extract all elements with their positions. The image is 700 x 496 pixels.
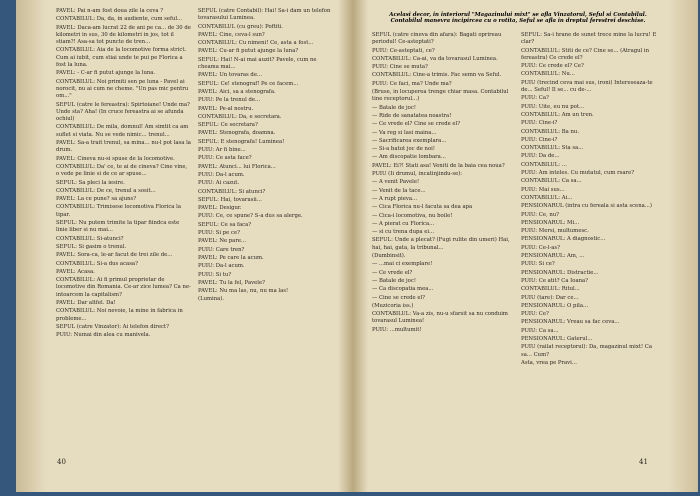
dialogue-line: SEFUL: Ce secretara? <box>198 122 258 129</box>
dialogue-line: PAVEL: Aici, sa a stenografa. <box>198 88 276 95</box>
left-page-column-1 <box>56 8 192 460</box>
dialogue-line: PUIU: ...multumit! <box>372 326 422 333</box>
dialogue-line: — A rupt pieva... <box>372 195 418 202</box>
dialogue-line: PENSIONARUL: Am, ... <box>521 253 585 260</box>
dialogue-line: PUIU: Si pe ce? <box>198 230 240 237</box>
dialogue-line: CONTABILUL: Stiti de ce? Cine se... (Atragul in fereastra) Ce crede el? <box>521 47 650 61</box>
dialogue-line: CONTABILUL: Aia de la locomotive forma strict. Cum ai iubit, cum stiai unde te pui pe Florica a fost la luna. <box>56 47 187 69</box>
dialogue-line: — Ce vrede el? <box>372 269 413 276</box>
dialogue-line: CONTABILUL: Sta sa... <box>521 145 584 152</box>
dialogue-line: PAVEL: Sora-ca, le-ar facut de trei zile de... <box>56 252 173 259</box>
dialogue-line: PENSIONARUL: O pila... <box>521 302 589 309</box>
page-number-right: 41 <box>639 458 648 466</box>
dialogue-line: — Ce vrede el? Cine se crede el? <box>372 121 461 128</box>
dialogue-line: — Batale de joc! <box>372 104 416 111</box>
dialogue-line: CONTABILUL: De ce, trenul a sosit... <box>56 187 156 194</box>
dialogue-line: PUIU: Ce crede el? Ce? <box>521 63 584 70</box>
dialogue-line: SEFUL (catre le fereastra): Spirtoiane! Unde ma? Unde sta? Aha! (In cruce fereastra ai se afunda ochiul) <box>56 101 190 123</box>
dialogue-line: PAVEL: Pai n-am fost doua zile la ceva ? <box>56 8 164 14</box>
book-gutter <box>338 0 368 492</box>
dialogue-line: CONTABILUL: Si-a dus acasa? <box>56 260 138 267</box>
dialogue-line: PAVEL: Nu ma las, nu, nu ma las! <box>198 288 289 295</box>
dialogue-line: PUIU: Mersi, multumesc. <box>521 228 589 235</box>
dialogue-line: PUIU: Ca sa... <box>521 327 559 334</box>
dialogue-line: SEFUL (catre cineva din afara): Bagati oprireau periodul! Ce-asteptati? <box>372 32 502 46</box>
dialogue-line: SEFUL: Unde a plecat? (Fugi rulite din umeri) Hai, hai, hai, gata, la tribunal... <box>372 237 510 251</box>
dialogue-line: PUIU: Da-l acum. <box>198 171 245 178</box>
dialogue-line: PAVEL: Stenografa, doamna. <box>198 130 276 137</box>
dialogue-line: PUIU: Uite, eu nu pot... <box>521 103 585 110</box>
dialogue-line: PUIU: Ce faci, ma? Unde ma? <box>372 80 452 87</box>
dialogue-line: PUIU: Numai din alea cu manivela. <box>56 332 151 339</box>
dialogue-line: CONTABILUL: Am un tren. <box>521 111 594 118</box>
dialogue-line: (Bruse, in locuperea trenge chiar masa. Contabilul tine receptorul...) <box>372 89 509 103</box>
dialogue-line: — Si-a batut joc de noi! <box>372 146 435 153</box>
dialogue-line: PAVEL: Ei?! Stati asa! Veniti de la baia cea noua? <box>372 162 505 169</box>
dialogue-line: SEFUL (catre Vinzator): Ai telefon direct? <box>56 323 169 330</box>
dialogue-line: PAVEL: Pe care la acum. <box>198 254 264 261</box>
dialogue-line: PUIU: Mai sus... <box>521 186 565 193</box>
dialogue-line: — Ride de sanatatea noastra! <box>372 112 452 119</box>
dialogue-line: PUIU: Care tren? <box>198 246 245 253</box>
dialogue-line: Asta, vrea pe Pravi... <box>521 359 577 366</box>
dialogue-line: PAVEL: La ce pune? sa ajuns? <box>56 196 137 203</box>
dialogue-line: — Venit de la tace... <box>372 187 426 194</box>
dialogue-line: PAVEL: Atunci... lui Florica... <box>198 163 276 170</box>
dialogue-line: PUIU: Ce asta face? <box>198 155 252 162</box>
left-page <box>56 8 334 460</box>
dialogue-line: CONTABILUL: Va-a zis, nu-u sfarsit sa nu conduim tovarasul Luminea! <box>372 311 508 325</box>
dialogue-line: PUIU: Da de... <box>521 153 560 160</box>
dialogue-line: SEFUL: Sa pleci la iesire. <box>56 179 125 186</box>
dialogue-line: CONTABILUL: Da' ce, te ai de cineva? Cine vine, o vede pe linie si de ce ar spuse... <box>56 163 188 178</box>
dialogue-line: CONTABILUL: Da, da, in audiente, cum seful... <box>56 16 183 23</box>
dialogue-line: CONTABILUL: Noi primiti sen pe luna - Pavel ai norocit, nu ai cum ne cheme. "Un pas mic pentru om..." <box>56 78 189 100</box>
dialogue-line: PUIU: Ce-asteptati, ce? <box>372 47 435 54</box>
dialogue-line: SEFUL: Hai, tovarasii... <box>198 196 262 203</box>
dialogue-line: — ...mai ci exemplare! <box>372 261 433 268</box>
dialogue-line: PUIU: Si tu? <box>198 271 232 278</box>
dialogue-line: PENSIONARUL: Vreau sa fac ceva... <box>521 319 620 326</box>
dialogue-line: PAVEL: Cu-ar fi putut ajunge la luna? <box>198 48 299 55</box>
dialogue-line: — si cu trena dupa ei... <box>372 229 435 236</box>
dialogue-line: SEFUL: Nu putem trimite la tipar fiindca este linie liber si nu mai... <box>56 220 180 234</box>
dialogue-line: PAVEL: Dar altfel. Da! <box>56 299 116 306</box>
dialogue-line: PUIU: Ce, nu? <box>521 211 559 218</box>
dialogue-line: CONTABILUL: Noi nevoie, la mine in fabrica in probleme... <box>56 308 183 322</box>
dialogue-line: CONTABILUL (cu greu): Poftiti. <box>198 23 283 30</box>
dialogue-line: PAVEL: Cineva nu-si spuse de la locomotive. <box>56 155 175 162</box>
dialogue-line: CONTABILUL: Trimisese locomotiva Florica la tipar. <box>56 204 181 218</box>
dialogue-line: PAVEL: Desigur. <box>198 205 242 212</box>
dialogue-line: PUIU (Ii drumul, incatinjindu-se): <box>372 171 463 178</box>
dialogue-line: SEFUL: E stenografa! Luminea! <box>198 138 285 145</box>
dialogue-line: — Cica-i locomotiva, nu boile! <box>372 212 453 219</box>
dialogue-line: PUIU (railat receptorul): Da, magazinul mixt! Ca sa... Cum? <box>521 344 652 358</box>
dialogue-line: PUIU: Am inteles. Cu mutatul, cum rsare? <box>521 170 635 177</box>
dialogue-line: CONTABILUL: Ca-ai, va da tovarasul Luminea. <box>372 55 498 62</box>
dialogue-line: (Lumina). <box>198 296 225 303</box>
dialogue-line: CONTABILUL: Da, e secretara. <box>198 113 282 120</box>
dialogue-line: PUIU: Ce-l-as? <box>521 244 560 251</box>
dialogue-line: SEFUL (catre Contabil): Hai! Sa-i dam un telefon tovarasului Luminea. <box>198 8 331 22</box>
dialogue-line: — A venit Pavele! <box>372 179 420 186</box>
dialogue-line: PUIU: Cine-i? <box>521 120 558 127</box>
dialogue-line: — A pierat cu Florica... <box>372 220 435 227</box>
dialogue-line: CONTABILUL: Ritul... <box>521 286 580 293</box>
dialogue-line: — Ca discopatia mea... <box>372 286 434 293</box>
dialogue-line: PAVEL: Sa-a trait trenul, sa mina... nu-l pot lasa la drum. <box>56 140 191 154</box>
dialogue-line: CONTABILUL: ... <box>521 161 567 168</box>
dialogue-line: PUIU (tare): Dar ce... <box>521 294 579 301</box>
dialogue-line: CONTABILUL: Cu nimeni! Ce, asta a fost... <box>198 40 314 47</box>
dialogue-line: SEFUL: Hai! N-ai mai auzit? Pavele, cum ne cheama mai... <box>198 56 317 71</box>
dialogue-line: CONTABILUL: Cine-a trimis. Fac semn va Seful. <box>372 72 502 79</box>
dialogue-line: PENSIONARUL (intra cu fereala si asta scena...) <box>521 203 652 210</box>
dialogue-line: — Cica Florica nu-l facuta sa dea apa <box>372 204 473 211</box>
dialogue-line: PAVEL: Un tovaras de... <box>198 72 263 79</box>
dialogue-line: PUIU: Da-l acum. <box>198 263 245 270</box>
dialogue-line: PUIU: Pe la trenul de... <box>198 97 261 104</box>
dialogue-line: — Batale de joc! <box>372 277 416 284</box>
dialogue-line: — Am discopatie lombara... <box>372 154 446 161</box>
dialogue-line: PAVEL: Tu la fel, Pavele? <box>198 279 265 286</box>
dialogue-line: CONTABILUL: Si atunci? <box>198 188 266 195</box>
dialogue-line: CONTABILUL: De mila, domnul! Am simtit ca am suflet si viata. Nu se vede nimic... trenul... <box>56 124 189 138</box>
dialogue-line: PAVEL: Pe-al nostru. <box>198 105 254 112</box>
left-page-column-2 <box>198 8 334 460</box>
right-page <box>372 8 664 460</box>
right-page-edge <box>668 0 698 492</box>
right-page-column-2 <box>521 32 664 432</box>
dialogue-line: CONTABILUL: Si-atunci? <box>56 235 124 242</box>
dialogue-line: — Cine se crede el? <box>372 294 426 301</box>
dialogue-line: PUIU: Cine-i? <box>521 136 558 143</box>
dialogue-line: CONTABILUL: Ba nu. <box>521 128 580 135</box>
dialogue-line: PUIU: Ce? <box>521 311 549 318</box>
dialogue-line: (Dumbinsit). <box>372 253 406 260</box>
dialogue-line: SEFUL: Ce sa faca? <box>198 221 252 228</box>
dialogue-line: PAVEL: - C-ar fi putut ajunge la luna. <box>56 70 156 77</box>
dialogue-line: CONTABILUL: Ai... <box>521 194 573 201</box>
dialogue-line: PENSIONARUL: A diagnostic... <box>521 236 606 243</box>
stage-direction: Acelasi decor, in interiorul "Magazinului mixt" se afla Vinzatorul, Seful si Contabilul. Contabilul manevra incipircea cu o rotita, Seful se afla in dreptul ferestrei deschise. <box>389 12 647 24</box>
dialogue-line: (Muzicoria iss.) <box>372 302 414 309</box>
dialogue-line: — Sacrificarea exemplara... <box>372 137 447 144</box>
dialogue-line: PUIU: Ai cazut. <box>198 180 240 187</box>
dialogue-line: PENSIONARUL: Mi... <box>521 219 580 226</box>
dialogue-line: SEFUL: Si gasim o trenul. <box>56 243 127 250</box>
dialogue-line: PUIU: Ar fi bine... <box>198 147 246 154</box>
dialogue-line: PENSIONARUL: Distractie... <box>521 269 599 276</box>
dialogue-line: PAVEL: Ne pare... <box>198 238 247 245</box>
dialogue-line: PENSIONARUL: Gaterul... <box>521 335 593 342</box>
dialogue-line: PUIU: Ce atit? Ca Ioana? <box>521 277 589 284</box>
dialogue-line: — Va reg si lasi maina... <box>372 129 437 136</box>
dialogue-line: PUIU: Ce, ce spune? S-a dus sa alerge. <box>198 213 303 220</box>
dialogue-line: PAVEL: Daca-am lucrat 22 de ani pe ca... de 30 de kilometri in sus, 30 de kilometri in jos, tot il stiam?! Asa-sa tot puncte de tren... <box>56 24 191 46</box>
dialogue-line: CONTABILUL: Nu... <box>521 71 575 78</box>
right-page-column-1 <box>372 32 515 432</box>
dialogue-line: PUIU: Si ce? <box>521 261 555 268</box>
page-number-left: 40 <box>57 458 66 466</box>
left-page-edge <box>16 0 46 492</box>
dialogue-line: CONTABILUL: Ai fi primul proprietar de locomotive din Romania. Ce-ar zice lumea? Ca ne-intoarcem la capitalism? <box>56 277 191 298</box>
dialogue-line: PAVEL: Cine, ceva-l sun? <box>198 31 265 38</box>
dialogue-line: PAVEL: Acasa. <box>56 268 95 275</box>
dialogue-line: PUIU: Cine se muta? <box>372 64 428 71</box>
dialogue-line: PUIU: Ca? <box>521 95 549 102</box>
dialogue-line: PUIU (trecind ceva mai sus, ironi) Intereseaza-te de... Seful! Il se... cu de-... <box>521 79 653 94</box>
dialogue-line: SEFUL: Sa-i hrane de sunet trece mine la lucru! E clar? <box>521 32 657 46</box>
dialogue-line: SEFUL: Ce! stenograf! Pe ce facem... <box>198 80 299 87</box>
dialogue-line: CONTABILUL: Ca sa... <box>521 178 582 185</box>
